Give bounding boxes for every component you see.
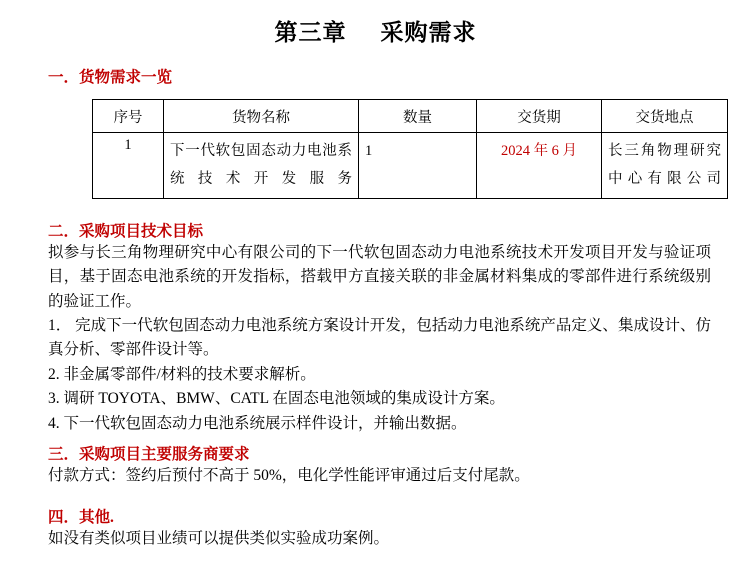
section-two-item-4: 4. 下一代软包固态动力电池系统展示样件设计，并输出数据。 — [48, 414, 467, 432]
column-header-quantity: 数量 — [359, 100, 477, 133]
cell-delivery-date: 2024 年 6 月 — [477, 133, 602, 199]
cell-no: 1 — [93, 133, 164, 199]
table-body — [93, 133, 728, 199]
cell-name: 下一代软包固态动力电池系统技术开发服务 — [164, 133, 359, 199]
page-title-prefix: 第三章 — [274, 20, 347, 45]
page-title — [0, 14, 751, 47]
section-three-body — [48, 464, 711, 488]
table-head — [93, 100, 728, 133]
section-heading-four: 四．其他. — [48, 508, 114, 526]
document-page — [0, 14, 751, 561]
table-header-row — [93, 100, 728, 133]
section-four-paragraph: 如没有类似项目业绩可以提供类似实验成功案例。 — [48, 529, 390, 547]
column-header-name: 货物名称 — [164, 100, 359, 133]
section-two-item-2: 2. 非金属零部件/材料的技术要求解析。 — [48, 365, 316, 383]
column-header-delivery-place: 交货地点 — [602, 100, 728, 133]
section-heading-one: 一．货物需求一览 — [48, 69, 173, 86]
page-title-main: 采购需求 — [380, 20, 477, 45]
section-heading-two: 二．采购项目技术目标 — [48, 222, 204, 240]
section-three-paragraph: 付款方式：签约后预付不高于 50%，电化学性能评审通过后支付尾款。 — [48, 467, 530, 485]
cell-quantity: 1 — [359, 133, 477, 199]
section-two-item-1: 1． 完成下一代软包固态动力电池系统方案设计开发，包括动力电池系统产品定义、集成设计、仿真分析、零部件设计等。 — [48, 316, 711, 359]
column-header-no: 序号 — [93, 100, 164, 133]
section-two-paragraph: 拟参与长三角物理研究中心有限公司的下一代软包固态动力电池系统技术开发项目开发与验证项目，基于固态电池系统的开发指标，搭载甲方直接关联的非金属材料集成的零部件进行系统级别的验证工作。 — [48, 243, 711, 310]
section-four-body — [48, 527, 711, 551]
cell-delivery-place: 长三角物理研究中心有限公司 — [602, 133, 728, 199]
column-header-delivery-date: 交货期 — [477, 100, 602, 133]
goods-requirements-table — [92, 99, 728, 199]
section-two-body — [48, 241, 711, 437]
section-two-item-3: 3. 调研 TOYOTA、BMW、CATL 在固态电池领域的集成设计方案。 — [48, 390, 505, 408]
table-row — [93, 133, 728, 199]
section-heading-three: 三．采购项目主要服务商要求 — [48, 446, 250, 464]
